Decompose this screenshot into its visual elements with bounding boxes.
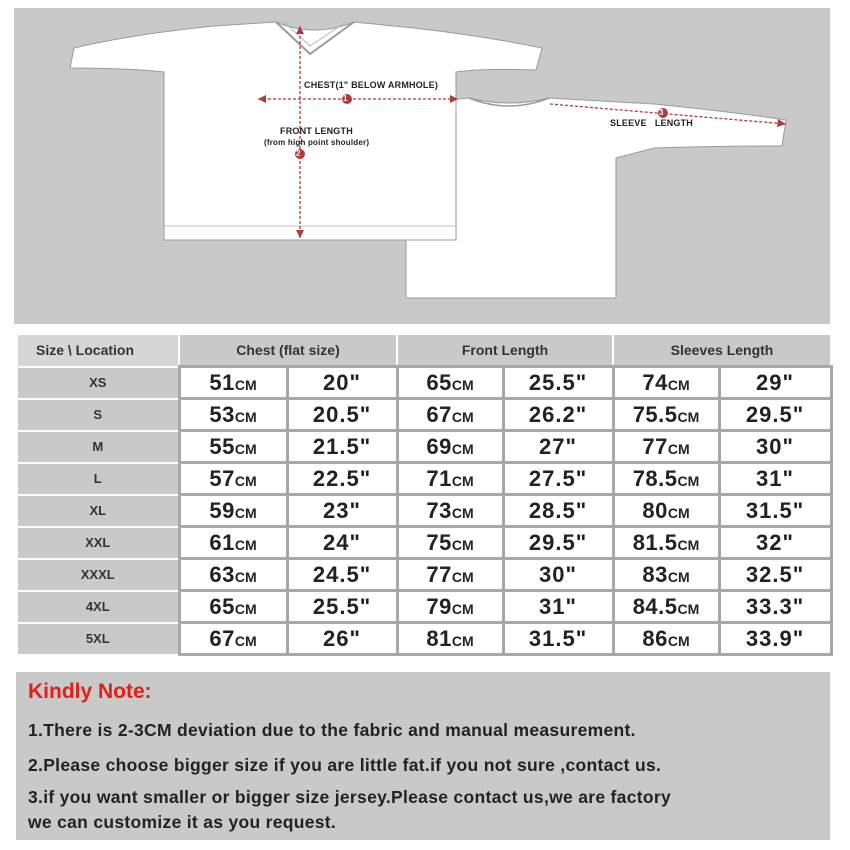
- chest-inch-cell: [287, 591, 397, 623]
- sleeve-cm-value: 80: [642, 497, 668, 523]
- front-inch-cell: [503, 495, 613, 527]
- sleeve-length-label: SLEEVE LENGTH: [610, 118, 694, 128]
- sleeve-inch-value: 33.9": [745, 625, 805, 651]
- cm-unit: CM: [667, 632, 690, 649]
- sleeve-inch-value: 29": [756, 369, 794, 395]
- chest-cm-cell: [179, 431, 287, 463]
- sleeve-inch-value: 31": [756, 465, 794, 491]
- sleeve-cm-value: 78.5: [632, 465, 678, 491]
- cm-unit: CM: [234, 632, 257, 649]
- cm-unit: CM: [451, 440, 474, 457]
- sleeve-cm-value: 75.5: [632, 401, 678, 427]
- sleeve-inch-value: 30": [756, 433, 794, 459]
- back-jersey-shape: [406, 98, 786, 298]
- front-cm-value: 67: [426, 401, 452, 427]
- sleeve-marker-number: 3: [659, 108, 664, 117]
- chest-cm-value: 53: [209, 401, 235, 427]
- cm-unit: CM: [234, 504, 257, 521]
- chest-cm-value: 51: [209, 369, 235, 395]
- front-inch-cell: [503, 463, 613, 495]
- size-label: XXL: [85, 535, 111, 550]
- front-cm-cell: [397, 399, 503, 431]
- cm-unit: CM: [677, 600, 700, 617]
- chest-cm-cell: [179, 527, 287, 559]
- chest-cm-cell: [179, 399, 287, 431]
- cm-unit: CM: [667, 568, 690, 585]
- front-cm-value: 81: [426, 625, 452, 651]
- front-inch-cell: [503, 527, 613, 559]
- front-inch-value: 27.5": [528, 465, 588, 491]
- table-row: [17, 431, 831, 463]
- cm-unit: CM: [667, 440, 690, 457]
- front-cm-cell: [397, 367, 503, 399]
- size-cell: [17, 367, 179, 399]
- chest-inch-value: 20": [323, 369, 361, 395]
- sleeve-cm-value: 74: [642, 369, 668, 395]
- sleeve-inch-value: 33.3": [745, 593, 805, 619]
- chest-cm-value: 67: [209, 625, 235, 651]
- sleeve-inch-value: 29.5": [745, 401, 805, 427]
- chest-cm-cell: [179, 623, 287, 655]
- front-length-sublabel: (from high point shoulder): [264, 138, 370, 147]
- chest-inch-value: 24": [323, 529, 361, 555]
- sleeve-cm-cell: [613, 399, 719, 431]
- note-line-3: 3.if you want smaller or bigger size jersey.Please contact us,we are factory: [28, 787, 672, 807]
- sleeve-cm-cell: [613, 463, 719, 495]
- table-row: [17, 463, 831, 495]
- cm-unit: CM: [234, 536, 257, 553]
- front-length-marker-number: 2: [296, 149, 301, 158]
- chest-inch-cell: [287, 559, 397, 591]
- front-inch-value: 31.5": [528, 625, 588, 651]
- sleeve-cm-cell: [613, 559, 719, 591]
- chest-inch-cell: [287, 623, 397, 655]
- note-title: Kindly Note:: [28, 680, 152, 703]
- sleeve-inch-value: 32": [756, 529, 794, 555]
- sleeve-inch-cell: [719, 399, 831, 431]
- note-line-2: 2.Please choose bigger size if you are little fat.if you not sure ,contact us.: [28, 755, 662, 775]
- cm-unit: CM: [451, 536, 474, 553]
- front-cm-value: 65: [426, 369, 452, 395]
- front-cm-cell: [397, 623, 503, 655]
- chest-cm-value: 65: [209, 593, 235, 619]
- size-cell: [17, 431, 179, 463]
- front-inch-cell: [503, 431, 613, 463]
- chest-inch-value: 26": [323, 625, 361, 651]
- chest-inch-cell: [287, 431, 397, 463]
- size-label: 4XL: [85, 599, 110, 614]
- front-cm-cell: [397, 431, 503, 463]
- chest-inch-value: 24.5": [312, 561, 372, 587]
- table-row: [17, 559, 831, 591]
- sleeve-cm-value: 81.5: [632, 529, 678, 555]
- chest-cm-cell: [179, 367, 287, 399]
- size-cell: [17, 463, 179, 495]
- chest-inch-cell: [287, 399, 397, 431]
- front-cm-cell: [397, 559, 503, 591]
- size-chart-table: [16, 333, 833, 656]
- chest-inch-value: 23": [323, 497, 361, 523]
- cm-unit: CM: [451, 504, 474, 521]
- sleeve-cm-value: 77: [642, 433, 668, 459]
- kindly-note-section: [16, 672, 830, 840]
- front-cm-value: 77: [426, 561, 452, 587]
- header-size-location: Size \ Location: [17, 334, 179, 367]
- front-cm-value: 79: [426, 593, 452, 619]
- size-label: M: [92, 439, 104, 454]
- size-label: XL: [89, 503, 107, 518]
- front-cm-value: 75: [426, 529, 452, 555]
- chest-cm-value: 61: [209, 529, 235, 555]
- chest-inch-cell: [287, 367, 397, 399]
- cm-unit: CM: [234, 568, 257, 585]
- size-label: L: [93, 471, 102, 486]
- front-inch-cell: [503, 367, 613, 399]
- size-cell: [17, 527, 179, 559]
- sleeve-cm-cell: [613, 591, 719, 623]
- chest-cm-value: 57: [209, 465, 235, 491]
- size-label: S: [93, 407, 103, 422]
- front-cm-value: 69: [426, 433, 452, 459]
- cm-unit: CM: [677, 472, 700, 489]
- sleeve-inch-value: 32.5": [745, 561, 805, 587]
- chest-inch-value: 25.5": [312, 593, 372, 619]
- front-inch-value: 27": [539, 433, 577, 459]
- cm-unit: CM: [451, 600, 474, 617]
- sleeve-inch-cell: [719, 559, 831, 591]
- sleeve-cm-value: 86: [642, 625, 668, 651]
- sleeve-inch-cell: [719, 463, 831, 495]
- size-cell: [17, 559, 179, 591]
- sleeve-cm-cell: [613, 495, 719, 527]
- cm-unit: CM: [451, 472, 474, 489]
- header-front-length: Front Length: [397, 334, 613, 367]
- sleeve-cm-cell: [613, 367, 719, 399]
- front-cm-cell: [397, 527, 503, 559]
- cm-unit: CM: [234, 408, 257, 425]
- header-chest: Chest (flat size): [179, 334, 397, 367]
- cm-unit: CM: [234, 600, 257, 617]
- front-cm-cell: [397, 463, 503, 495]
- jersey-illustration: [14, 8, 830, 324]
- front-inch-cell: [503, 623, 613, 655]
- sleeve-cm-cell: [613, 431, 719, 463]
- chest-inch-value: 20.5": [312, 401, 372, 427]
- chest-inch-value: 21.5": [312, 433, 372, 459]
- front-inch-value: 28.5": [528, 497, 588, 523]
- sleeve-inch-cell: [719, 623, 831, 655]
- cm-unit: CM: [234, 376, 257, 393]
- cm-unit: CM: [451, 632, 474, 649]
- chest-label: CHEST(1" BELOW ARMHOLE): [304, 80, 439, 90]
- cm-unit: CM: [667, 376, 690, 393]
- sleeve-cm-cell: [613, 527, 719, 559]
- size-cell: [17, 591, 179, 623]
- front-cm-value: 71: [426, 465, 452, 491]
- chest-inch-cell: [287, 463, 397, 495]
- sleeve-inch-cell: [719, 527, 831, 559]
- size-label: XS: [89, 375, 107, 390]
- table-row: [17, 399, 831, 431]
- sleeve-inch-cell: [719, 367, 831, 399]
- size-cell: [17, 623, 179, 655]
- table-row: [17, 623, 831, 655]
- front-inch-value: 26.2": [528, 401, 588, 427]
- front-cm-cell: [397, 591, 503, 623]
- chest-cm-value: 63: [209, 561, 235, 587]
- table-row: [17, 367, 831, 399]
- front-inch-cell: [503, 399, 613, 431]
- cm-unit: CM: [677, 536, 700, 553]
- chest-cm-cell: [179, 463, 287, 495]
- size-cell: [17, 399, 179, 431]
- cm-unit: CM: [234, 472, 257, 489]
- size-label: XXXL: [80, 567, 115, 582]
- chest-inch-cell: [287, 495, 397, 527]
- chest-cm-cell: [179, 559, 287, 591]
- cm-unit: CM: [667, 504, 690, 521]
- front-inch-value: 30": [539, 561, 577, 587]
- sleeve-cm-cell: [613, 623, 719, 655]
- sleeve-inch-cell: [719, 495, 831, 527]
- cm-unit: CM: [451, 568, 474, 585]
- front-cm-value: 73: [426, 497, 452, 523]
- chest-cm-cell: [179, 591, 287, 623]
- chest-marker-number: 1: [343, 94, 348, 103]
- size-label: 5XL: [85, 631, 110, 646]
- front-inch-value: 29.5": [528, 529, 588, 555]
- table-row: [17, 591, 831, 623]
- sleeve-inch-cell: [719, 591, 831, 623]
- cm-unit: CM: [451, 408, 474, 425]
- table-row: [17, 495, 831, 527]
- note-line-1: 1.There is 2-3CM deviation due to the fabric and manual measurement.: [28, 720, 636, 740]
- size-cell: [17, 495, 179, 527]
- sleeve-inch-value: 31.5": [745, 497, 805, 523]
- header-sleeves-length: Sleeves Length: [613, 334, 831, 367]
- table-header-row: [17, 334, 831, 367]
- front-inch-cell: [503, 591, 613, 623]
- front-inch-value: 31": [539, 593, 577, 619]
- chest-cm-value: 59: [209, 497, 235, 523]
- cm-unit: CM: [677, 408, 700, 425]
- chest-inch-cell: [287, 527, 397, 559]
- chest-inch-value: 22.5": [312, 465, 372, 491]
- cm-unit: CM: [234, 440, 257, 457]
- sleeve-inch-cell: [719, 431, 831, 463]
- chest-cm-value: 55: [209, 433, 235, 459]
- sleeve-cm-value: 84.5: [632, 593, 678, 619]
- front-length-label: FRONT LENGTH: [280, 126, 353, 136]
- cm-unit: CM: [451, 376, 474, 393]
- chest-cm-cell: [179, 495, 287, 527]
- front-inch-cell: [503, 559, 613, 591]
- front-cm-cell: [397, 495, 503, 527]
- sleeve-cm-value: 83: [642, 561, 668, 587]
- front-inch-value: 25.5": [528, 369, 588, 395]
- note-line-4: we can customize it as you request.: [28, 812, 337, 832]
- table-body: [17, 367, 831, 655]
- table-row: [17, 527, 831, 559]
- jersey-measurement-diagram: [14, 8, 830, 324]
